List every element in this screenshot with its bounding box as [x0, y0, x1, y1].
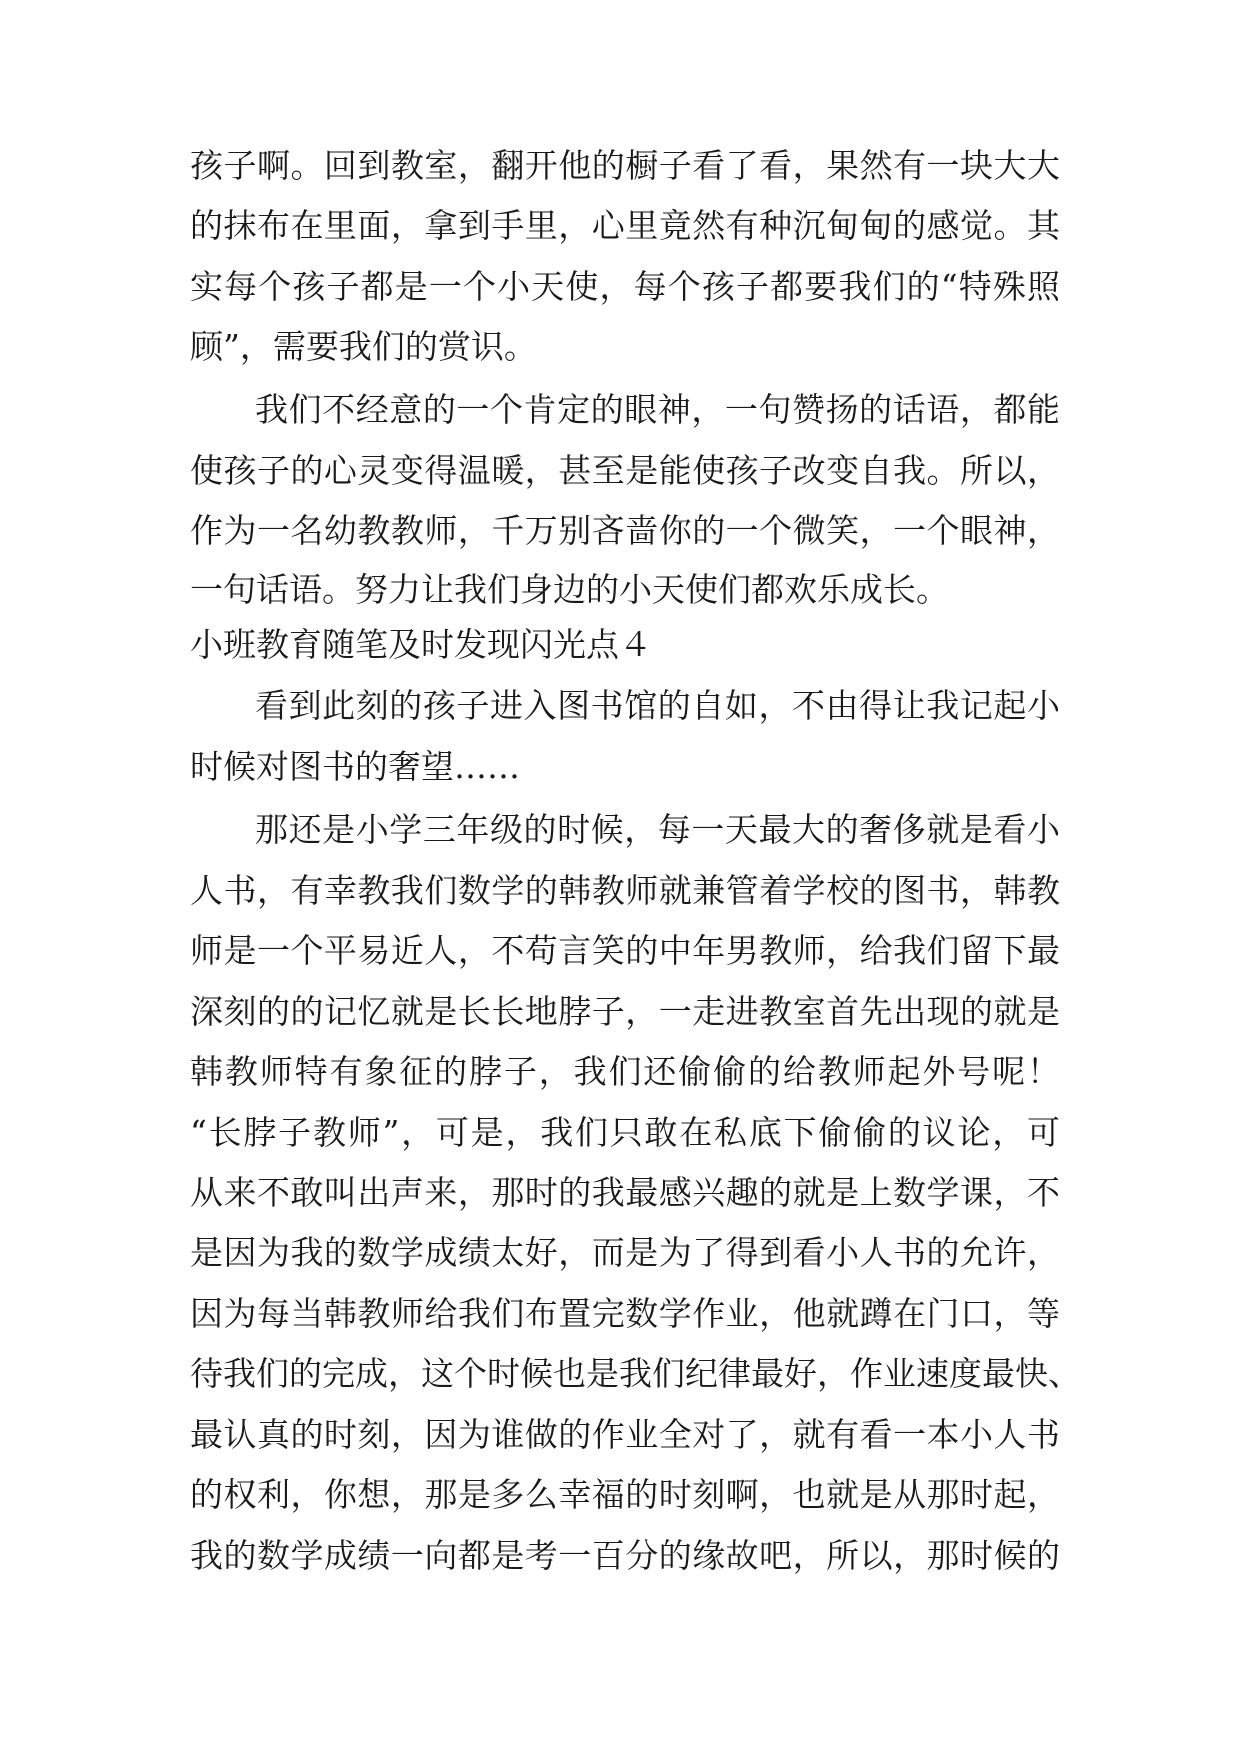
- paragraph-4-line-9: 因为每当韩教师给我们布置完数学作业，他就蹲在门口，等: [190, 1294, 1060, 1333]
- paragraph-4-line-12: 的权利，你想，那是多么幸福的时刻啊，也就是从那时起，: [190, 1475, 1060, 1514]
- paragraph-4-line-1: 那还是小学三年级的时候，每一天最大的奢侈就是看小: [255, 810, 1060, 849]
- paragraph-2-line-1: 我们不经意的一个肯定的眼神，一句赞扬的话语，都能: [255, 390, 1060, 429]
- section-heading: 小班教育随笔及时发现闪光点４: [190, 625, 652, 664]
- paragraph-4-line-8: 是因为我的数学成绩太好，而是为了得到看小人书的允许，: [190, 1233, 1060, 1272]
- paragraph-4-line-5: 韩教师特有象征的脖子，我们还偷偷的给教师起外号呢！: [190, 1052, 1060, 1091]
- paragraph-2-line-4: 一句话语。努力让我们身边的小天使们都欢乐成长。: [190, 570, 949, 609]
- paragraph-2-line-2: 使孩子的心灵变得温暖，甚至是能使孩子改变自我。所以，: [190, 451, 1060, 490]
- paragraph-4-line-3: 师是一个平易近人，不苟言笑的中年男教师，给我们留下最: [190, 931, 1060, 970]
- paragraph-1-line-4: 顾”，需要我们的赏识。: [190, 327, 537, 366]
- paragraph-1-line-2: 的抹布在里面，拿到手里，心里竟然有种沉甸甸的感觉。其: [190, 206, 1060, 245]
- paragraph-1-line-3: 实每个孩子都是一个小天使，每个孩子都要我们的“特殊照: [190, 267, 1060, 306]
- paragraph-4-line-6: “长脖子教师”，可是，我们只敢在私底下偷偷的议论，可: [190, 1113, 1060, 1152]
- paragraph-3-line-1: 看到此刻的孩子进入图书馆的自如，不由得让我记起小: [255, 686, 1060, 725]
- paragraph-4-line-10: 待我们的完成，这个时候也是我们纪律最好，作业速度最快、: [190, 1354, 1081, 1393]
- paragraph-1-line-1: 孩子啊。回到教室，翻开他的橱子看了看，果然有一块大大: [190, 146, 1060, 185]
- paragraph-3-line-2: 时候对图书的奢望……: [190, 747, 520, 786]
- paragraph-4-line-2: 人书，有幸教我们数学的韩教师就兼管着学校的图书，韩教: [190, 871, 1060, 910]
- paragraph-4-line-4: 深刻的的记忆就是长长地脖子，一走进教室首先出现的就是: [190, 992, 1060, 1031]
- paragraph-2-line-3: 作为一名幼教教师，千万别吝啬你的一个微笑，一个眼神，: [190, 511, 1060, 550]
- paragraph-4-line-7: 从来不敢叫出声来，那时的我最感兴趣的就是上数学课，不: [190, 1173, 1060, 1212]
- paragraph-4-line-13: 我的数学成绩一向都是考一百分的缘故吧，所以，那时候的: [190, 1536, 1060, 1575]
- paragraph-4-line-11: 最认真的时刻，因为谁做的作业全对了，就有看一本小人书: [190, 1415, 1060, 1454]
